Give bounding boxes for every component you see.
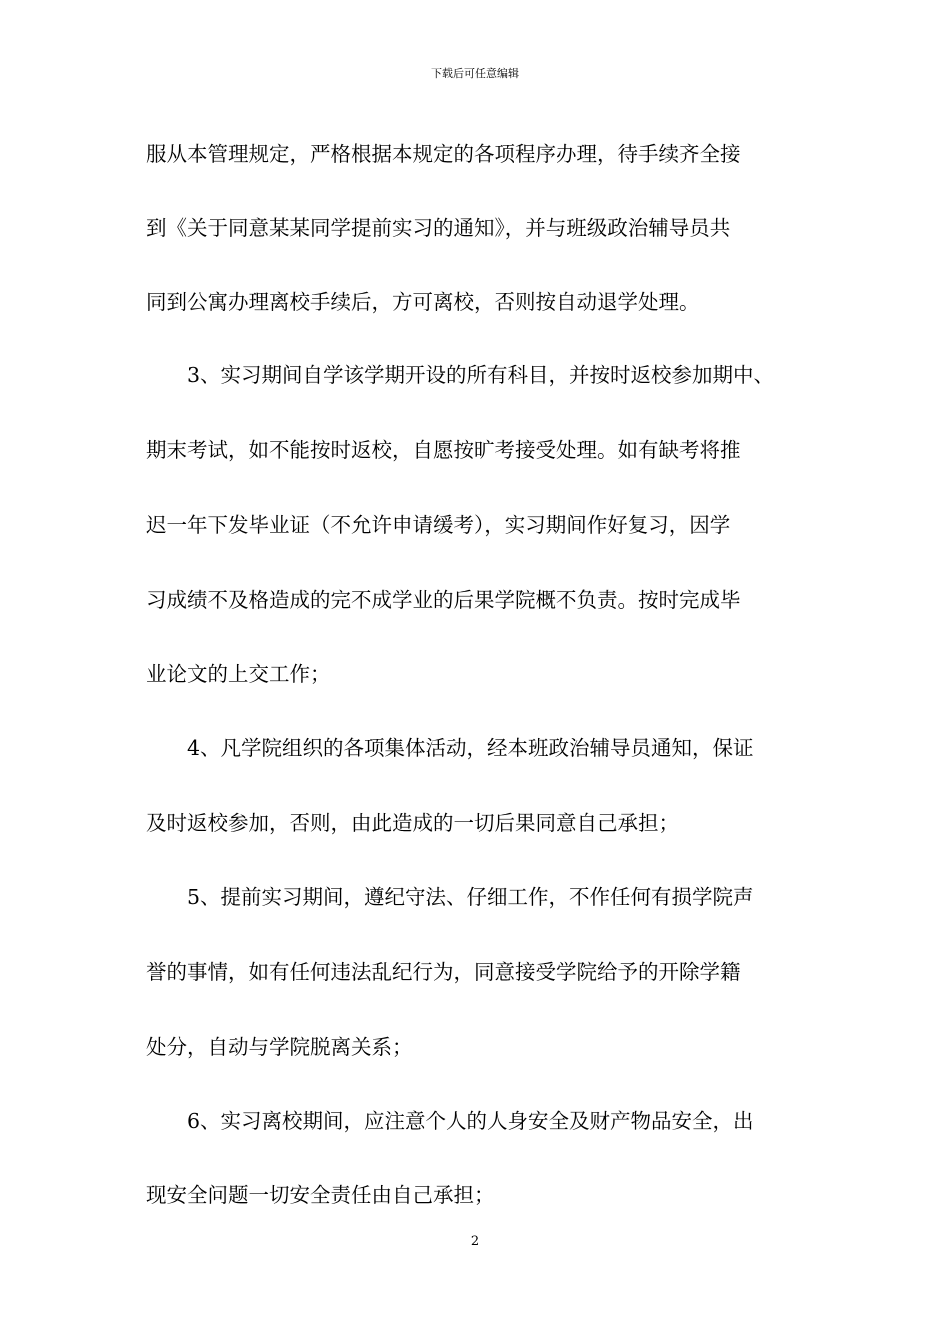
paragraph-line: 誉的事情，如有任何违法乱纪行为，同意接受学院给予的开除学籍 xyxy=(146,960,741,984)
paragraph-line: 处分，自动与学院脱离关系； xyxy=(146,1035,413,1059)
paragraph-line: 3、实习期间自学该学期开设的所有科目，并按时返校参加期中、 xyxy=(187,363,775,387)
header-note: 下载后可任意编辑 xyxy=(431,67,519,80)
paragraph-line: 习成绩不及格造成的完不成学业的后果学院概不负责。按时完成毕 xyxy=(146,588,741,612)
page-number: 2 xyxy=(470,1234,480,1249)
paragraph-line: 到《关于同意某某同学提前实习的通知》，并与班级政治辅导员共 xyxy=(146,216,731,240)
paragraph-line: 期末考试，如不能按时返校，自愿按旷考接受处理。如有缺考将推 xyxy=(146,438,741,462)
paragraph-line: 同到公寓办理离校手续后，方可离校，否则按自动退学处理。 xyxy=(146,290,700,314)
paragraph-line: 业论文的上交工作； xyxy=(146,662,331,686)
paragraph-line: 6、实习离校期间，应注意个人的人身安全及财产物品安全，出 xyxy=(187,1109,754,1133)
paragraph-line: 及时返校参加，否则，由此造成的一切后果同意自己承担； xyxy=(146,811,679,835)
paragraph-line: 服从本管理规定，严格根据本规定的各项程序办理，待手续齐全接 xyxy=(146,142,741,166)
paragraph-line: 迟一年下发毕业证（不允许申请缓考），实习期间作好复习，因学 xyxy=(146,513,731,537)
paragraph-line: 4、凡学院组织的各项集体活动，经本班政治辅导员通知，保证 xyxy=(187,736,754,760)
paragraph-line: 现安全问题一切安全责任由自己承担； xyxy=(146,1183,495,1207)
paragraph-line: 5、提前实习期间，遵纪守法、仔细工作，不作任何有损学院声 xyxy=(187,885,754,909)
